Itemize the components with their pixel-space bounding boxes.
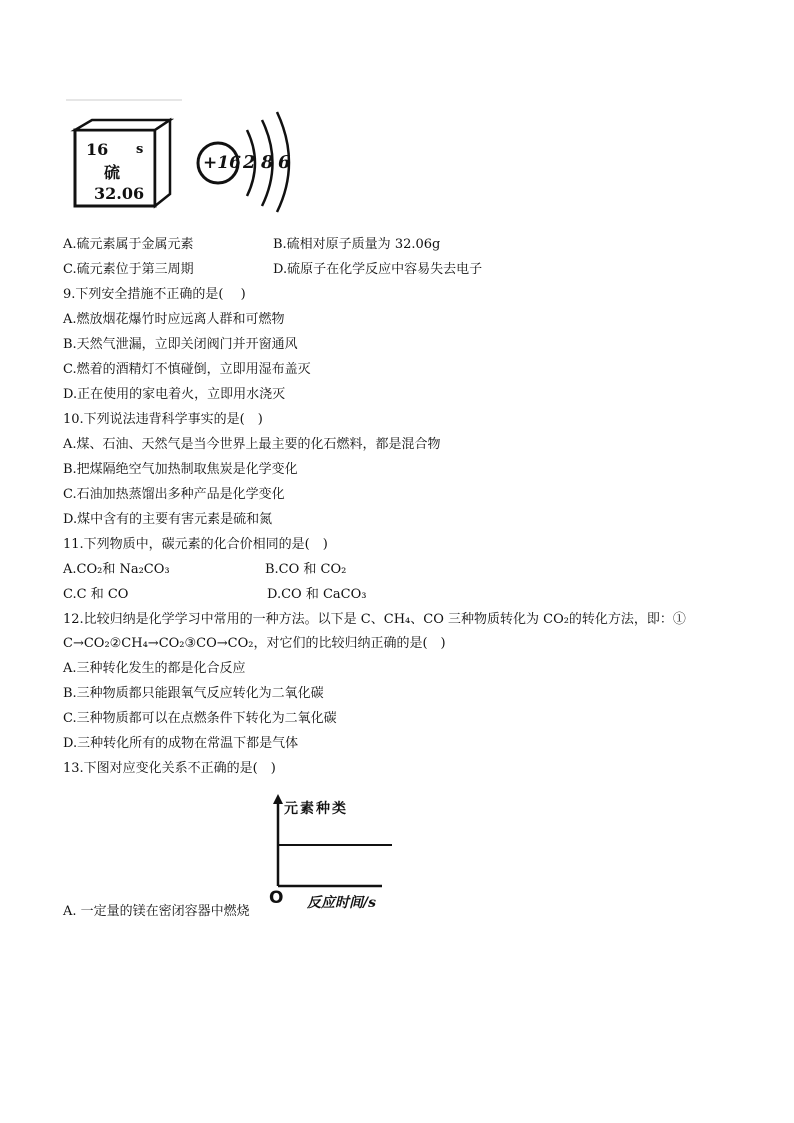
q9-option-b: B.天然气泄漏，立即关闭阀门并开窗通风 bbox=[63, 337, 298, 352]
q12-option-b: B.三种物质都只能跟氧气反应转化为二氧化碳 bbox=[63, 686, 324, 701]
q10-option-d: D.煤中含有的主要有害元素是硫和氮 bbox=[63, 512, 273, 527]
shell-3-electrons: 6 bbox=[278, 152, 291, 173]
q10-option-c: C.石油加热蒸馏出多种产品是化学变化 bbox=[63, 487, 285, 502]
element-number: 16 bbox=[86, 140, 109, 159]
q11-option-b: B.CO 和 CO₂ bbox=[265, 562, 347, 577]
q11-option-d: D.CO 和 CaCO₃ bbox=[267, 587, 367, 602]
graph-y-label: 元素种类 bbox=[284, 801, 348, 817]
q8-option-b: B.硫相对原子质量为 32.06g bbox=[273, 237, 441, 252]
q8-option-d: D.硫原子在化学反应中容易失去电子 bbox=[273, 262, 483, 277]
q13-option-a: A. 一定量的镁在密闭容器中燃烧 bbox=[63, 904, 250, 919]
q11-stem: 11.下列物质中，碳元素的化合价相同的是( ) bbox=[63, 537, 328, 552]
q9-stem: 9.下列安全措施不正确的是( ) bbox=[63, 287, 246, 302]
q12-option-d: D.三种转化所有的成物在常温下都是气体 bbox=[63, 736, 299, 751]
element-name: 硫 bbox=[104, 163, 121, 182]
q13-stem: 13.下图对应变化关系不正确的是( ) bbox=[63, 761, 276, 776]
q12-option-a: A.三种转化发生的都是化合反应 bbox=[63, 661, 246, 676]
q9-option-d: D.正在使用的家电着火，立即用水浇灭 bbox=[63, 387, 286, 402]
q8-option-a: A.硫元素属于金属元素 bbox=[63, 237, 194, 252]
q11-option-a: A.CO₂和 Na₂CO₃ bbox=[63, 562, 170, 577]
q11-option-c: C.C 和 CO bbox=[63, 587, 129, 602]
graph-origin: O bbox=[269, 888, 284, 908]
element-mass: 32.06 bbox=[94, 184, 145, 203]
shell-2-electrons: 8 bbox=[261, 152, 274, 173]
y-axis-arrow bbox=[273, 794, 283, 804]
q10-option-a: A.煤、石油、天然气是当今世界上最主要的化石燃料，都是混合物 bbox=[63, 437, 441, 452]
q9-option-a: A.燃放烟花爆竹时应远离人群和可燃物 bbox=[63, 312, 285, 327]
nucleus-charge: +16 bbox=[203, 153, 241, 173]
q10-stem: 10.下列说法违背科学事实的是( ) bbox=[63, 412, 263, 427]
shell-1-electrons: 2 bbox=[243, 152, 256, 173]
q8-option-c: C.硫元素位于第三周期 bbox=[63, 262, 194, 277]
q12-option-c: C.三种物质都可以在点燃条件下转化为二氧化碳 bbox=[63, 711, 337, 726]
q10-option-b: B.把煤隔绝空气加热制取焦炭是化学变化 bbox=[63, 462, 298, 477]
q12-stem-line2: C→CO₂②CH₄→CO₂③CO→CO₂，对它们的比较归纳正确的是( ) bbox=[63, 636, 446, 651]
graph-x-label: 反应时间/s bbox=[307, 895, 376, 911]
q12-stem-line1: 12.比较归纳是化学学习中常用的一种方法。以下是 C、CH₄、CO 三种物质转化为 CO₂的转化方法，即：① bbox=[63, 612, 686, 627]
q9-option-c: C.燃着的酒精灯不慎碰倒，立即用湿布盖灭 bbox=[63, 362, 311, 377]
element-symbol: s bbox=[136, 142, 144, 157]
